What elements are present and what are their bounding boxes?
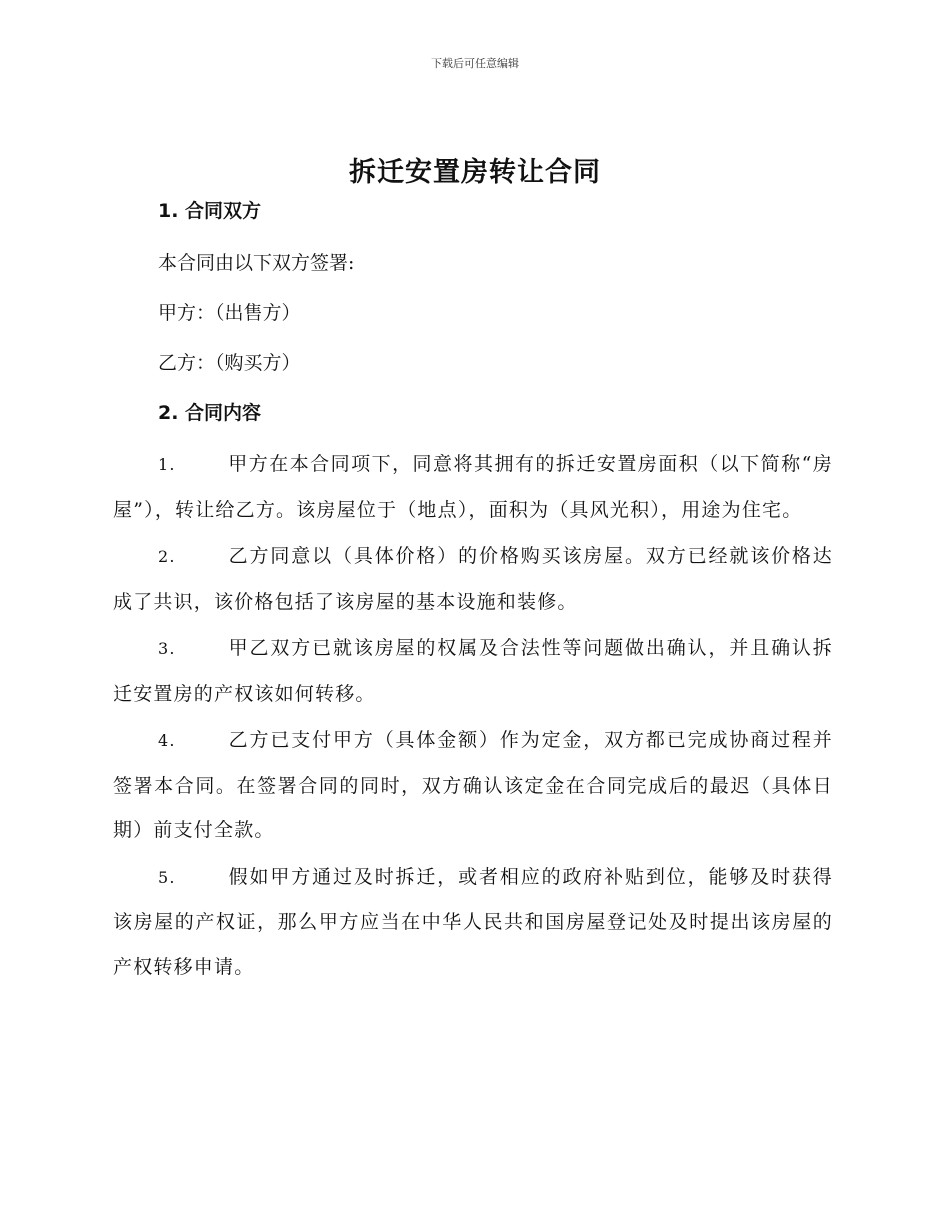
- clause-number: 4.: [158, 731, 176, 750]
- clause-number: 2.: [158, 547, 176, 566]
- clause-number: 1.: [158, 455, 176, 474]
- section-2-heading: 2. 合同内容: [158, 402, 262, 424]
- clause-number: 5.: [158, 867, 176, 887]
- clause-5: [113, 855, 833, 990]
- clause-text: 乙方同意以（具体价格）的价格购买该房屋。双方已经就该价格达成了共识，该价格包括了该房屋的基本设施和装修。: [113, 545, 833, 613]
- clause-text: 乙方已支付甲方（具体金额）作为定金，双方都已完成协商过程并签署本合同。在签署合同的同时，双方确认该定金在合同完成后的最迟（具体日期）前支付全款。: [113, 729, 833, 841]
- document-title: 拆迁安置房转让合同: [349, 157, 601, 188]
- document-body: [113, 196, 833, 989]
- clause-1: [113, 442, 833, 532]
- clause-2: [113, 534, 833, 624]
- header-note: 下载后可任意编辑: [431, 57, 519, 70]
- section-1-heading: 1. 合同双方: [158, 200, 262, 222]
- clause-4: [113, 718, 833, 853]
- party-a: 甲方：（出售方）: [158, 302, 301, 324]
- clause-text: 甲乙双方已就该房屋的权属及合法性等问题做出确认，并且确认拆迁安置房的产权该如何转移。: [113, 637, 833, 705]
- clause-text: 假如甲方通过及时拆迁，或者相应的政府补贴到位，能够及时获得该房屋的产权证，那么甲方应当在中华人民共和国房屋登记处及时提出该房屋的产权转移申请。: [113, 865, 833, 978]
- intro-text: 本合同由以下双方签署:: [158, 252, 355, 274]
- clause-3: [113, 626, 833, 716]
- clause-text: 甲方在本合同项下，同意将其拥有的拆迁安置房面积（以下简称“房屋”），转让给乙方。该房屋位于（地点），面积为（具风光积），用途为住宅。: [113, 453, 833, 521]
- clause-number: 3.: [158, 639, 176, 658]
- party-b: 乙方：（购买方）: [158, 352, 301, 374]
